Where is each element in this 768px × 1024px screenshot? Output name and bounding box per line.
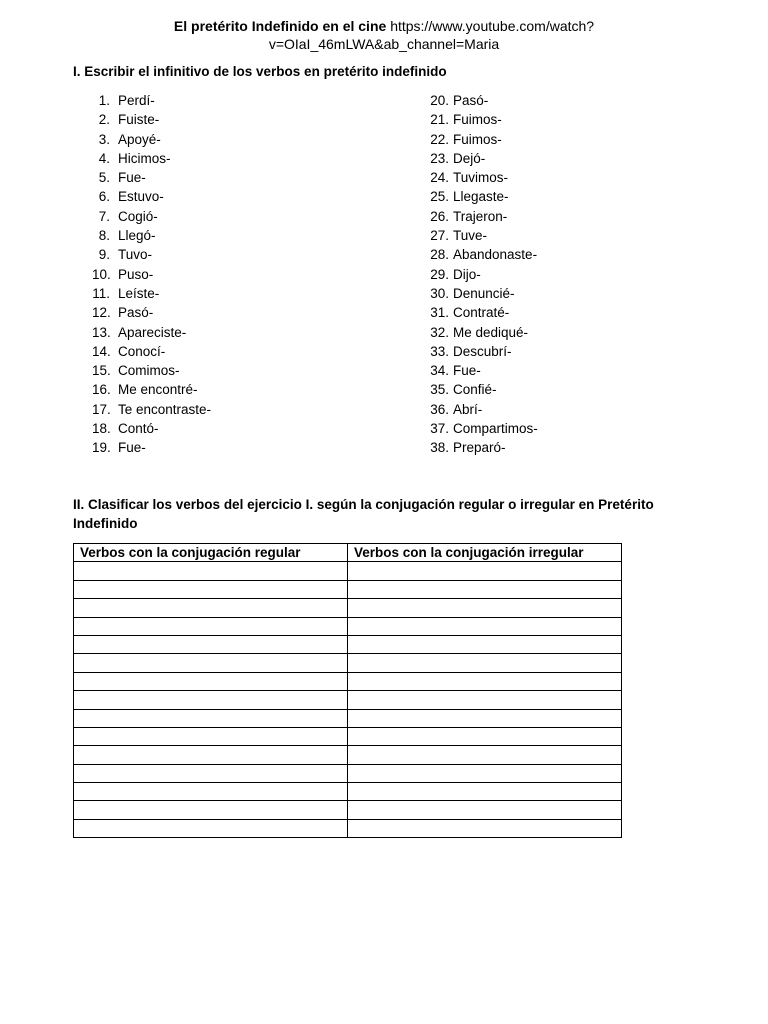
verb-text: Apoyé- [118,131,161,147]
verb-text: Comimos- [118,363,180,379]
verb-text: Confié- [453,382,497,398]
verb-list-item [92,380,211,399]
regular-cell[interactable] [74,764,348,782]
section-2-heading: II. Clasificar los verbos del ejercicio I. según la conjugación regular o irregular en Pretérito Indefinido [73,497,654,531]
item-number: 16. [92,382,111,398]
item-number: 27. [430,228,449,244]
item-number: 24. [430,170,449,186]
verb-text: Fuimos- [453,131,502,147]
irregular-cell[interactable] [348,599,622,617]
verb-list-item [92,168,211,187]
table-row [74,617,622,635]
item-number: 8. [98,228,110,244]
item-number: 7. [98,208,110,224]
verb-list-item [92,303,211,322]
verb-text: Compartimos- [453,421,538,437]
verb-list-item [92,342,211,361]
verb-text: Descubrí- [453,343,512,359]
table-row [74,562,622,580]
verb-list-left [92,91,211,458]
verb-list-item [92,284,211,303]
item-number: 28. [430,247,449,263]
verb-list-item [429,187,538,206]
regular-cell[interactable] [74,819,348,837]
verb-text: Puso- [118,266,154,282]
verb-list-item [429,110,538,129]
item-number: 38. [430,440,449,456]
item-number: 3. [98,131,110,147]
table-row [74,727,622,745]
irregular-cell[interactable] [348,783,622,801]
verb-text: Contraté- [453,305,510,321]
irregular-cell[interactable] [348,562,622,580]
verb-list-item [429,226,538,245]
item-number: 6. [98,189,110,205]
verb-text: Trajeron- [453,208,508,224]
table-row [74,599,622,617]
verb-list-item [92,438,211,457]
column-header-regular: Verbos con la conjugación regular [74,544,348,562]
document-header [0,17,768,53]
verb-text: Abrí- [453,401,483,417]
verb-text: Tuve- [453,228,488,244]
item-number: 15. [92,363,111,379]
verb-list-item [92,91,211,110]
verb-text: Abandonaste- [453,247,538,263]
section-1-heading: I. Escribir el infinitivo de los verbos en pretérito indefinido [73,64,447,79]
verb-list-item [92,245,211,264]
item-number: 17. [92,401,111,417]
classification-table [73,543,622,838]
regular-cell[interactable] [74,654,348,672]
regular-cell[interactable] [74,746,348,764]
regular-cell[interactable] [74,562,348,580]
verb-text: Contó- [118,421,159,437]
table-body [74,562,622,838]
document-title: El pretérito Indefinido en el cine [173,18,387,34]
item-number: 4. [98,150,110,166]
regular-cell[interactable] [74,709,348,727]
verb-text: Pasó- [118,305,154,321]
irregular-cell[interactable] [348,617,622,635]
verb-text: Llegaste- [453,189,509,205]
header-line-1 [0,17,768,35]
item-number: 5. [98,170,110,186]
item-number: 37. [430,421,449,437]
verb-text: Denuncié- [453,285,515,301]
irregular-cell[interactable] [348,691,622,709]
item-number: 1. [98,93,110,108]
item-number: 11. [92,285,110,301]
verb-list-item [429,284,538,303]
item-number: 9. [98,247,110,263]
item-number: 20. [430,93,449,108]
verb-list-item [429,149,538,168]
verb-list-item [92,130,211,149]
verb-text: Perdí- [118,93,155,108]
verb-list-item [92,226,211,245]
irregular-cell[interactable] [348,764,622,782]
item-number: 26. [430,208,449,224]
verb-text: Conocí- [118,343,166,359]
verb-list-item [429,265,538,284]
verb-text: Fue- [118,170,146,186]
verb-text: Llegó- [118,228,156,244]
verb-text: Preparó- [453,440,506,456]
item-number: 22. [430,131,449,147]
table-header-row [74,544,622,562]
table-row [74,819,622,837]
irregular-cell[interactable] [348,819,622,837]
irregular-cell[interactable] [348,709,622,727]
item-number: 13. [92,324,111,340]
table-row [74,654,622,672]
verb-text: Hicimos- [118,150,171,166]
regular-cell[interactable] [74,727,348,745]
item-number: 2. [98,112,110,128]
table-row [74,691,622,709]
verb-list-item [429,207,538,226]
verb-text: Estuvo- [118,189,164,205]
verb-list-item [429,91,538,110]
verb-list-item [92,149,211,168]
verb-text: Me dediqué- [453,324,529,340]
verb-text: Apareciste- [118,324,187,340]
table-row [74,746,622,764]
verb-text: Fue- [453,363,481,379]
item-number: 19. [92,440,111,456]
verb-text: Fue- [118,440,146,456]
verb-text: Dijo- [453,266,481,282]
column-header-irregular: Verbos con la conjugación irregular [348,544,622,562]
irregular-cell[interactable] [348,746,622,764]
table-row [74,672,622,690]
item-number: 10. [92,266,111,282]
item-number: 31. [430,305,449,321]
table-row [74,580,622,598]
regular-cell[interactable] [74,580,348,598]
verb-list-item [92,361,211,380]
irregular-cell[interactable] [348,654,622,672]
table-row [74,635,622,653]
verb-list-item [429,342,538,361]
verb-list-item [92,400,211,419]
verb-list-item [92,419,211,438]
regular-cell[interactable] [74,672,348,690]
verb-list-item [429,323,538,342]
verb-list-item [429,438,538,457]
regular-cell[interactable] [74,783,348,801]
verb-list-item [429,245,538,264]
regular-cell[interactable] [74,599,348,617]
verb-list-item [92,323,211,342]
table-row [74,709,622,727]
table-row [74,783,622,801]
regular-cell[interactable] [74,635,348,653]
regular-cell[interactable] [74,617,348,635]
verb-text: Me encontré- [118,382,198,398]
video-url-part-2: v=OIaI_46mLWA&ab_channel=Maria [268,36,500,52]
item-number: 34. [430,363,449,379]
verb-text: Leíste- [118,285,160,301]
verb-text: Dejó- [453,150,486,166]
verb-list-item [429,303,538,322]
item-number: 35. [430,382,449,398]
verb-text: Te encontraste- [118,401,212,417]
item-number: 21. [430,112,449,128]
verb-list-item [429,361,538,380]
regular-cell[interactable] [74,691,348,709]
item-number: 29. [430,266,449,282]
verb-list-item [92,187,211,206]
item-number: 18. [92,421,111,437]
verb-list-item [92,265,211,284]
video-url-part-1: https://www.youtube.com/watch? [390,18,595,34]
irregular-cell[interactable] [348,672,622,690]
item-number: 12. [92,305,111,321]
item-number: 36. [430,401,449,417]
verb-list-item [429,400,538,419]
verb-list-item [429,380,538,399]
item-number: 32. [430,324,449,340]
item-number: 25. [430,189,449,205]
verb-text: Cogió- [118,208,158,224]
item-number: 33. [430,343,449,359]
irregular-cell[interactable] [348,635,622,653]
verb-list-item [429,419,538,438]
verb-text: Fuimos- [453,112,502,128]
verb-list-right [429,91,538,458]
item-number: 14. [92,343,111,359]
irregular-cell[interactable] [348,727,622,745]
irregular-cell[interactable] [348,580,622,598]
item-number: 23. [430,150,449,166]
verb-text: Fuiste- [118,112,160,128]
verb-text: Pasó- [453,93,489,108]
verb-text: Tuvimos- [453,170,509,186]
item-number: 30. [430,285,449,301]
verb-list-item [429,168,538,187]
verb-text: Tuvo- [118,247,153,263]
verb-list-item [429,130,538,149]
table-row [74,801,622,819]
verb-list-item [92,110,211,129]
verb-list-item [92,207,211,226]
irregular-cell[interactable] [348,801,622,819]
regular-cell[interactable] [74,801,348,819]
table-row [74,764,622,782]
